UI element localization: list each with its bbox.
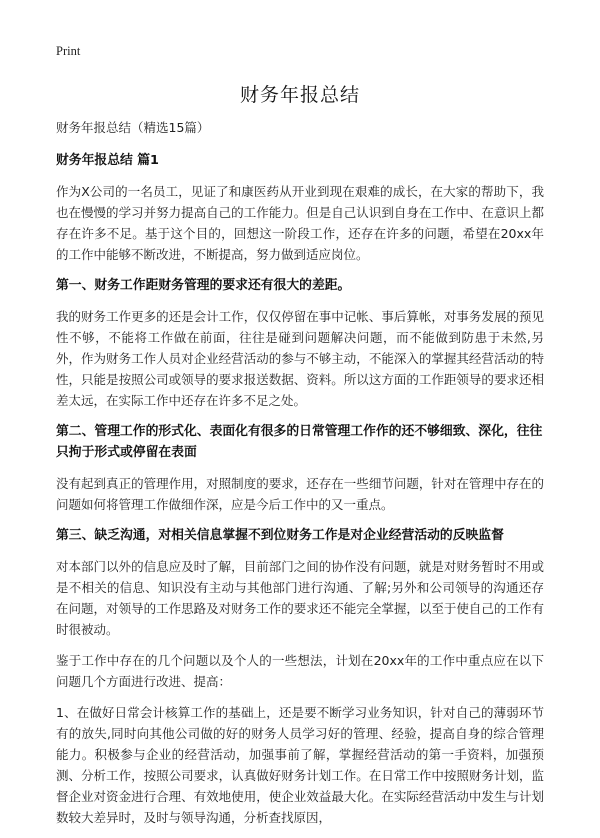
section-3-heading: 第三、缺乏沟通，对相关信息掌握不到位财务工作是对企业经营活动的反映监督 — [56, 528, 504, 543]
section-2-heading: 第二、管理工作的形式化、表面化有很多的日常管理工作作的还不够细致、深化，往往只拘于形式或停留在表面 — [56, 424, 543, 460]
document-body — [56, 118, 544, 838]
article-heading: 财务年报总结 篇1 — [56, 153, 159, 168]
page-title: 财务年报总结 — [239, 84, 360, 106]
intro-paragraph: 作为X公司的一名员工，见证了和康医药从开业到现在艰难的成长，在大家的帮助下，我也在慢慢的学习并努力提高自己的工作能力。但是自己认识到自身在工作中、在意识上都存在许多不足。基于这个目的，回想这一阶段工作，还存在许多的问题，希望在20xx年的工作中能够不断改进，不断提高，努力做到适应岗位。 — [56, 184, 544, 262]
section-1-heading: 第一、财务工作距财务管理的要求还有很大的差距。 — [56, 278, 351, 293]
section-1-body: 我的财务工作更多的还是会计工作，仅仅停留在事中记帐、事后算帐，对事务发展的预见性不够，不能将工作做在前面，往往是碰到问题解决问题，而不能做到防患于未然,另外，作为财务工作人员对企业经营活动的参与不够主动，不能深入的掌握其经营活动的特性，只能是按照公司或领导的要求报送数据、资料。所以这方面的工作距领导的要求还相差太远，在实际工作中还存在许多不足之处。 — [56, 309, 544, 408]
plan-item-1: 1、在做好日常会计核算工作的基础上，还是要不断学习业务知识，针对自己的薄弱环节有的放失,同时向其他公司做的好的财务人员学习好的管理、经验，提高自身的综合管理能力。积极参与企业的经营活动，加强事前了解，掌握经营活动的第一手资料，加强预测、分析工作，按照公司要求，认真做好财务计划工作。在日常工作中按照财务计划，监督企业对资金进行合理、有效地使用，使企业效益最大化。在实际经营活动中发生与计划数较大差异时，及时与领导沟通，分析查找原因， — [56, 705, 544, 825]
print-label[interactable]: Print — [56, 44, 81, 58]
document-subtitle: 财务年报总结（精选15篇） — [56, 120, 210, 135]
section-2-body: 没有起到真正的管理作用，对照制度的要求，还存在一些细节问题，针对在管理中存在的问题如何将管理工作做细作深，应是今后工作中的又一重点。 — [56, 476, 544, 512]
plan-intro-paragraph: 鉴于工作中存在的几个问题以及个人的一些想法，计划在20xx年的工作中重点应在以下问题几个方面进行改进、提高： — [56, 653, 544, 689]
section-3-body: 对本部门以外的信息应及时了解，目前部门之间的协作没有问题，就是对财务暂时不用或是不相关的信息、知识没有主动与其他部门进行沟通、了解;另外和公司领导的沟通还存在问题，对领导的工作思路及对财务工作的要求还不能完全掌握，以至于使自己的工作有时很被动。 — [56, 559, 544, 637]
